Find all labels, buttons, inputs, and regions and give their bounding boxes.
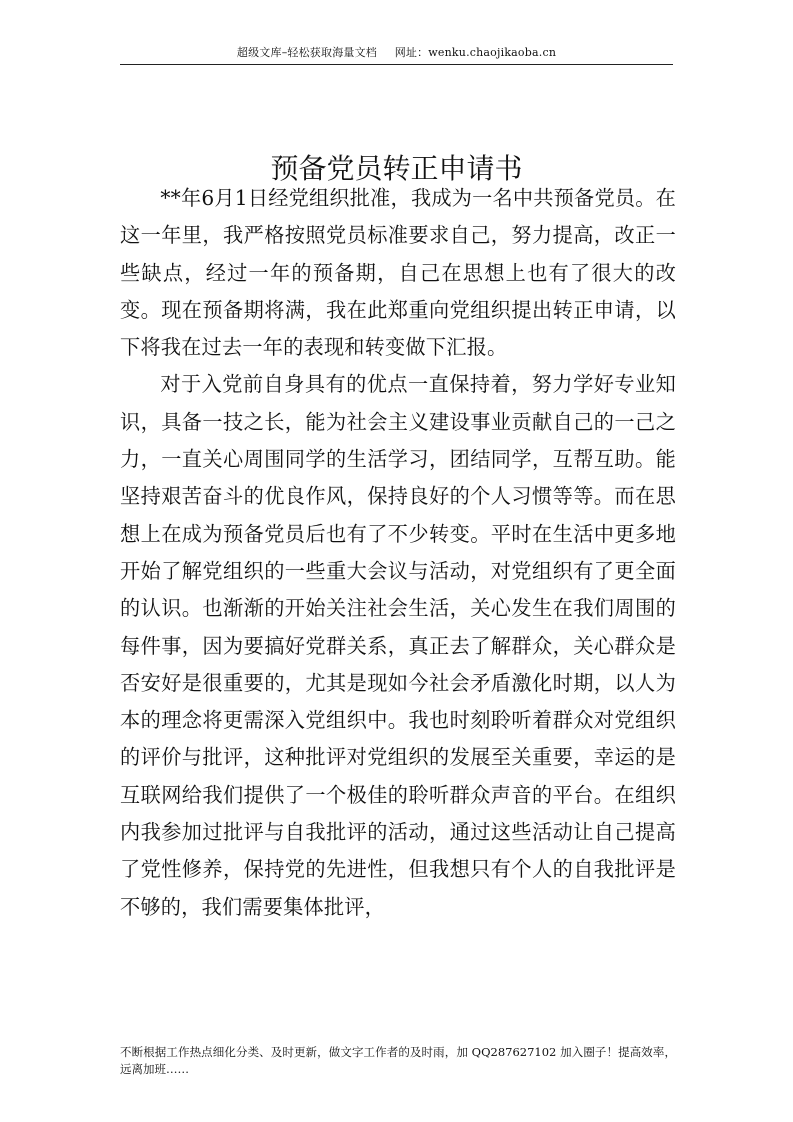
header-site-name: 超级文库–轻松获取海量文档 [236, 46, 377, 59]
body-paragraph: 对于入党前自身具有的优点一直保持着，努力学好专业知识，具备一技之长，能为社会主义建设事业贡献自己的一己之力，一直关心周围同学的生活学习，团结同学，互帮互助。能坚持艰苦奋斗的优良作风，保持良好的个人习惯等等。而在思想上在成为预备党员后也有了不少转变。平时在生活中更多地开始了解党组织的一些重大会议与活动，对党组织有了更全面的认识。也渐渐的开始关注社会生活，关心发生在我们周围的每件事，因为要搞好党群关系，真正去了解群众，关心群众是否安好是很重要的，尤其是现如今社会矛盾激化时期，以人为本的理念将更需深入党组织中。我也时刻聆听着群众对党组织的评价与批评，这种批评对党组织的发展至关重要，幸运的是互联网给我们提供了一个极佳的聆听群众声音的平台。在组织内我参加过批评与自我批评的活动，通过这些活动让自己提高了党性修养，保持党的先进性，但我想只有个人的自我批评是不够的，我们需要集体批评， [120, 372, 676, 919]
document-body [120, 180, 676, 926]
body-paragraph: **年6月1日经党组织批准，我成为一名中共预备党员。在这一年里，我严格按照党员标准要求自己，努力提高，改正一些缺点，经过一年的预备期，自己在思想上也有了很大的改变。现在预备期将满，我在此郑重向党组织提出转正申请，以下将我在过去一年的表现和转变做下汇报。 [120, 186, 676, 360]
page-footer: 不断根据工作热点细化分类、及时更新，做文字工作者的及时雨，加 QQ287627102 加入圈子！提高效率，远离加班…… [120, 1045, 676, 1076]
header-url[interactable]: 网址：wenku.chaojikaoba.cn [394, 46, 557, 59]
page-header [120, 44, 673, 65]
document-title: 预备党员转正申请书 [270, 151, 523, 185]
